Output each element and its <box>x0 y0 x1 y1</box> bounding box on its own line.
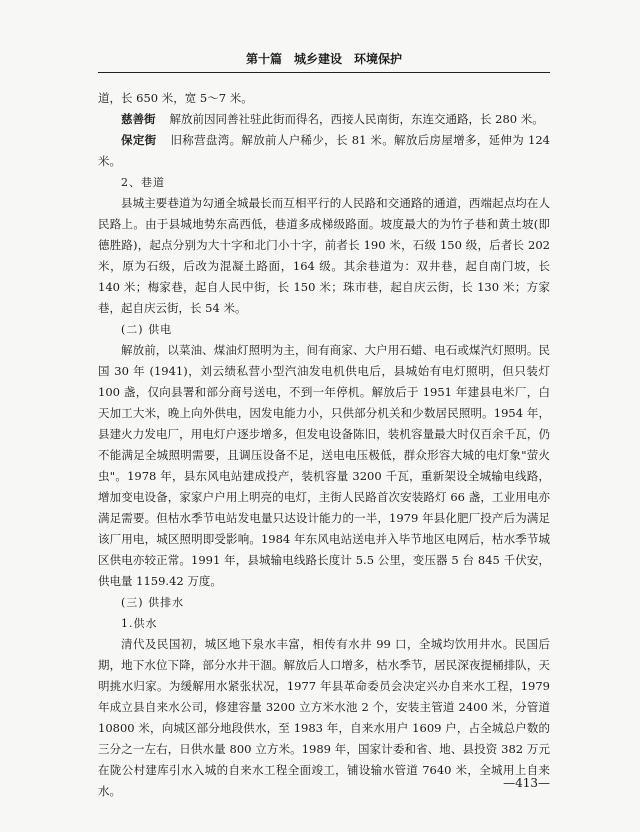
section-heading-alleys: 2、巷道 <box>121 176 165 189</box>
street-description: 解放前因同善社驻此街而得名，西接人民南街，东连交通路，长 280 米。 <box>169 112 544 126</box>
section-heading-power: (二) 供电 <box>121 323 173 336</box>
header-rule <box>98 72 550 73</box>
street-entry-baoding <box>98 130 550 172</box>
paragraph-continuation: 道，长 650 米，宽 5～7 米。 <box>98 91 253 105</box>
paragraph-water-supply: 清代及民国初，城区地下泉水丰富，相传有水井 99 口，全城均饮用井水。民国后期，地下水位下降，部分水井干涸。解放后人口增多，枯水季节，居民深夜提桶排队，天明挑水归家。为缓解用水紧张状况，1977 年县革命委员会决定兴办自来水工程，1979 年成立县自来水公司，修建容量 3200 立方米水池 2 个，安装主管道 2400 米，分管道 10800 米，向城区部分地段供水，至 1983 年，自来水用户 1609 户，占全城总户数的三分之一左右，日供水量 800 立方米。1989 年，国家计委和省、地、县投资 382 万元在陇公村建库引水入城的自来水工程全面竣工，铺设输水管道 7640 米，全城用上自来水。 <box>98 637 550 798</box>
subheading-water-supply: 1.供水 <box>121 617 158 630</box>
street-entry-cishan <box>98 109 550 130</box>
page-body <box>98 88 550 802</box>
street-description: 旧称营盘湾。解放前人户稀少，长 81 米。解放后房屋增多，延伸为 124 米。 <box>98 133 551 168</box>
running-header: 第十篇 城乡建设 环境保护 <box>245 52 402 66</box>
street-name: 慈善街 <box>121 112 156 126</box>
street-name: 保定街 <box>121 133 157 147</box>
paragraph-power: 解放前，以菜油、煤油灯照明为主，间有商家、大户用石蜡、电石或煤汽灯照明。民国 30 年 (1941)，刘云绩私营小型汽油发电机供电后，县城始有电灯照明，但只装灯 100 盏，仅向县署和部分商号送电，不到一年停机。解放后于 1951 年建县电米厂，白天加工大米，晚上向外供电，因发电能力小，只供部分机关和少数居民照明。1954 年，县建火力发电厂，用电灯户逐步增多，但发电设备陈旧，装机容量最大时仅百余千瓦，仍不能满足全城照明需要，且调压设备不足，送电电压极低，群众形容大城的电灯象"萤火虫"。1978 年，县东风电站建成投产，装机容量 3200 千瓦，重新架设全城输电线路，增加变电设备，家家户户用上明亮的电灯，主街人民路首次安装路灯 66 盏，工业用电亦满足需要。但枯水季节电站发电量只达设计能力的一半，1979 年县化肥厂投产后为满足该厂用电，城区照明即受影响。1984 年东风电站送电并入毕节地区电网后，枯水季节城区供电亦较正常。1991 年，县城输电线路长度计 5.5 公里，变压器 5 台 845 千伏安，供电量 1159.42 万度。 <box>98 343 550 588</box>
paragraph-alleys: 县城主要巷道为勾通全城最长而互相平行的人民路和交通路的通道，西端起点均在人民路上。由于县城地势东高西低，巷道多成梯级路面。坡度最大的为竹子巷和黄土坡(即德胜路)，起点分别为大十字和北门小十字，前者长 190 米，石级 150 级，后者长 202 米，原为石级，后改为混凝土路面，164 级。其余巷道为：双井巷，起自南门坡，长 140 米；梅家巷，起自人民中街，长 150 米；珠市巷，起自庆云街，长 130 米；方家巷，起自庆云街，长 54 米。 <box>98 196 550 315</box>
page-number: —413— <box>503 776 550 790</box>
section-heading-water: (三) 供排水 <box>121 596 185 609</box>
